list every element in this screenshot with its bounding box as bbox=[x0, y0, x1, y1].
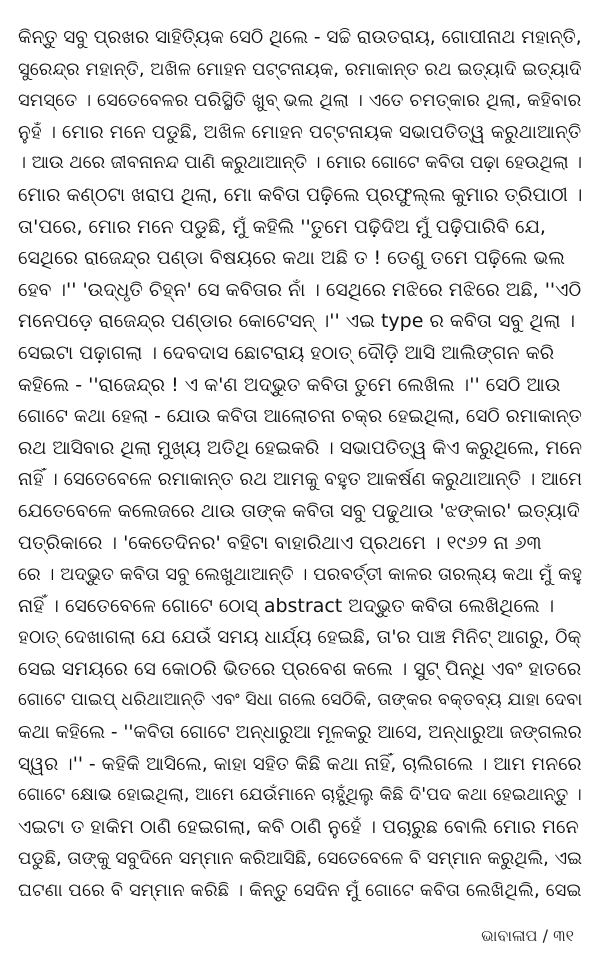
text-line: ନୁହଁ । ମୋର ମନେ ପଡୁଛି, ଅଖିଳ ମୋହନ ପଟ୍ଟନାୟକ ସଭାପତିତ୍ୱ କରୁଥାଆନ୍ତି bbox=[18, 121, 582, 143]
text-line: ନାହିଁ । ସେତେବେଳେ ଗୋଟେ ଠୋସ୍ abstract ଅଦ୍ଭୁତ କବିତା ଲେଖିଥିଲେ । bbox=[18, 594, 555, 617]
text-line: ଗୋଟେ କ୍ଷୋଭ ହୋଇଥିଲା, ଆମେ ଯେଉଁମାନେ ଚାହୁଁଥିଲୁ କିଛି ଦି'ପଦ କଥା ହେଇଥାନ୍ତୁ । bbox=[18, 785, 582, 806]
text-line: କଥା କହିଲେ - ''କବିତା ଗୋଟେ ଅନ୍ଧାରୁଆ ମୂଳକରୁ ଆସେ, ଅନ୍ଧାରୁଆ ଜଙ୍ଗଲର bbox=[18, 722, 582, 744]
page-footer: ଭାବାଳାପ / ୩୧ bbox=[481, 926, 574, 945]
text-line: ହେବ ।'' 'ଉଦ୍ଧୃତି ଚିହ୍ନ' ସେ କବିତାର ନାଁ । ସେଥିରେ ମଝିରେ ମଝିରେ ଅଛି, ''ଏଠି bbox=[18, 278, 582, 301]
text-line: ମୋର କଣ୍ଠଟା ଖରାପ ଥିଲା, ମୋ କବିତା ପଢ଼ିଲେ ପ୍ରଫୁଲ୍ଲ କୁମାର ତ୍ରିପାଠୀ । bbox=[18, 183, 582, 206]
text-line: ସମସ୍ତେ । ସେତେବେଳର ପରିସ୍ଥିତି ଖୁବ୍ ଭଲ ଥିଲା । ଏତେ ଚମତ୍କାର ଥିଲା, କହିବାର bbox=[18, 90, 582, 112]
text-line: ସେଇ ସମୟରେ ସେ କୋଠରି ଭିତରେ ପ୍ରବେଶ କଲେ । ସୁଟ୍ ପିନ୍ଧି ଏବଂ ହାତରେ bbox=[18, 657, 582, 680]
text-line: ପତ୍ରିକାରେ । 'କେତେଦିନର' ବହିଟା ବାହାରିଥାଏ ପ୍ରଥମେ । ୧୯୬୨ ନା ୬୩ bbox=[18, 531, 542, 554]
text-line: ସେଇଟା ପଢ଼ାଗଲା । ଦେବଦାସ ଛୋଟରାୟ ହଠାତ୍ ଦୌଡ଼ି ଆସି ଆଲିଙ୍ଗନ କରି bbox=[18, 341, 555, 364]
text-line: ସୁରେନ୍ଦ୍ର ମହାନ୍ତି, ଅଖିଳ ମୋହନ ପଟ୍ଟନାୟକ, ରମାକାନ୍ତ ରଥ ଇତ୍ୟାଦି ଇତ୍ୟାଦି bbox=[18, 58, 582, 80]
text-line: ଯେତେବେଳେ କଲେଜରେ ଥାଉ ତାଙ୍କ କବିତା ସବୁ ପଢୁଥାଉ 'ଝଙ୍କାର' ଇତ୍ୟାଦି bbox=[18, 499, 580, 522]
text-line: ହଠାତ୍ ଦେଖାଗଲା ଯେ ଯେଉଁ ସମୟ ଧାର୍ଯ୍ୟ ହେଇଛି, ତା'ର ପାଞ୍ଚ ମିନିଟ୍ ଆଗରୁ, ଠିକ୍ bbox=[18, 627, 582, 649]
text-line: ପଡୁଛି, ତାଙ୍କୁ ସବୁଦିନେ ସମ୍ମାନ କରିଆସିଛି, ସେତେବେଳେ ବି ସମ୍ମାନ କରୁଥିଲି, ଏଇ bbox=[18, 848, 582, 870]
text-line: ଗୋଟେ ପାଇପ୍ ଧରିଥାଆନ୍ତି ଏବଂ ସିଧା ଗଲେ ସେଠିକି, ତାଙ୍କର ବକ୍ତବ୍ୟ ଯାହା ଦେବା bbox=[18, 690, 582, 711]
body-text bbox=[18, 22, 582, 907]
text-line: ମନେପଡ଼େ ରାଜେନ୍ଦ୍ର ପଣ୍ଡାର କୋଟେସନ୍ ।'' ଏଇ type ର କବିତା ସବୁ ଥିଲା । bbox=[18, 310, 576, 333]
text-line: ରେ । ଅଦ୍ଭୁତ କବିତା ସବୁ ଲେଖୁଥାଆନ୍ତି । ପରବର୍ତ୍ତୀ କାଳର ତାରଲ୍ୟ କଥା ମୁଁ କହୁ bbox=[18, 564, 582, 586]
text-line: ଘଟଣା ପରେ ବି ସମ୍ମାନ କରିଛି । କିନ୍ତୁ ସେଦିନ ମୁଁ ଗୋଟେ କବିତା ଲେଖିଥିଲି, ସେଇ bbox=[18, 880, 582, 902]
text-line: ତା'ପରେ, ମୋର ମନେ ପଡୁଛି, ମୁଁ କହିଲି ''ତୁମେ ପଢ଼ିଦିଅ ମୁଁ ପଢ଼ିପାରିବି ଯେ, bbox=[18, 215, 546, 238]
text-line: ସେଥିରେ ରାଜେନ୍ଦ୍ର ପଣ୍ଡା ବିଷୟରେ କଥା ଅଛି ତ ! ତେଣୁ ତମେ ପଢ଼ିଲେ ଭଲ bbox=[18, 247, 565, 270]
text-line: କହିଲେ - ''ରାଜେନ୍ଦ୍ର ! ଏ କ'ଣ ଅଦ୍ଭୁତ କବିତା ତୁମେ ଲେଖିଲ ।'' ସେଠି ଆଉ bbox=[18, 373, 561, 396]
text-line: ସ୍ୱର ।'' - କହିକି ଆସିଲେ, କାହା ସହିତ କିଛି କଥା ନାହିଁ, ଚାଲିଗଲେ । ଆମ ମନରେ bbox=[18, 753, 582, 775]
text-line: କିନ୍ତୁ ସବୁ ପ୍ରଖର ସାହିତ୍ୟିକ ସେଠି ଥିଲେ - ସଚ୍ଚି ରାଉତରାୟ, ଗୋପୀନାଥ ମହାନ୍ତି, bbox=[18, 27, 582, 48]
text-line: ରଥ ଆସିବାର ଥିଲା ମୁଖ୍ୟ ଅତିଥି ହେଇକରି । ସଭାପତିତ୍ୱ କିଏ କରୁଥିଲେ, ମନେ bbox=[18, 437, 582, 459]
text-line: । ଆଉ ଥରେ ଜୀବନାନନ୍ଦ ପାଣି କରୁଥାଆନ୍ତି । ମୋର ଗୋଟେ କବିତା ପଢ଼ା ହେଉଥିଲା । bbox=[18, 153, 582, 174]
text-line: ନାହିଁ । ସେତେବେଳେ ରମାକାନ୍ତ ରଥ ଆମକୁ ବହୁତ ଆକର୍ଷଣ କରୁଥାଆନ୍ତି । ଆମେ bbox=[18, 469, 582, 491]
text-line: ଏଇଟା ତ ହାକିମ ଠାଣି ହେଇଗଲା, କବି ଠାଣି ନୁହେଁ । ପଚାରୁଛ ବୋଲି ମୋର ମନେ bbox=[18, 815, 579, 838]
text-line: ଗୋଟେ କଥା ହେଲା - ଯୋଉ କବିତା ଆଲୋଚନା ଚକ୍ର ହେଇଥିଲା, ସେଠି ରମାକାନ୍ତ bbox=[18, 406, 582, 428]
